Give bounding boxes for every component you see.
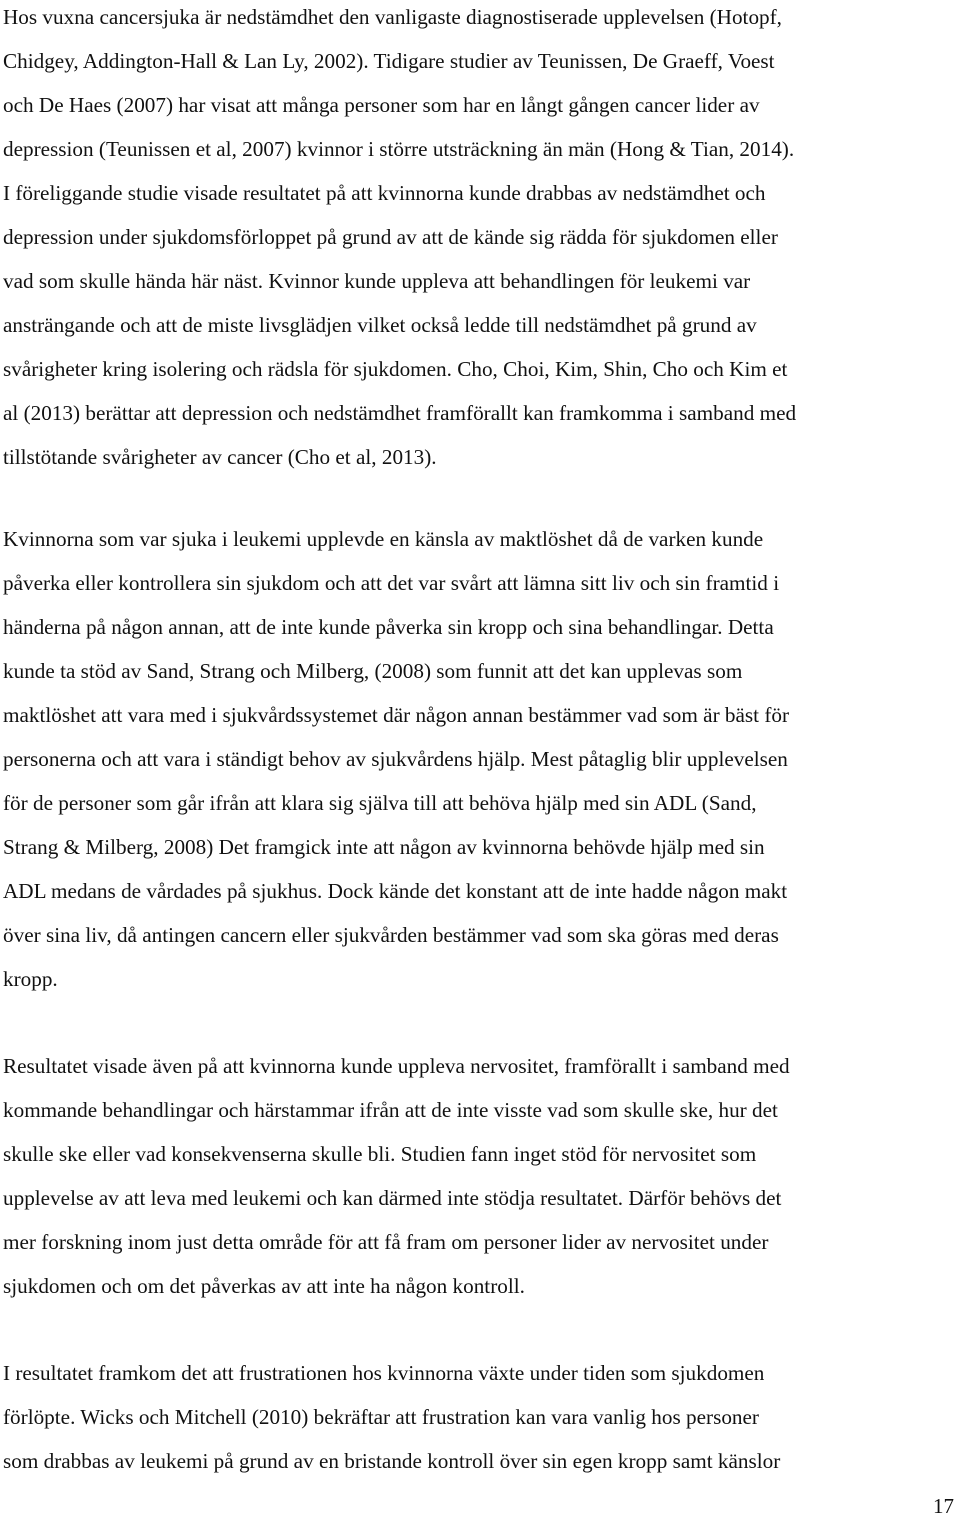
text-line: al (2013) berättar att depression och nedstämdhet framförallt kan framkomma i samband med bbox=[3, 401, 797, 425]
text-line: I föreliggande studie visade resultatet på att kvinnorna kunde drabbas av nedstämdhet och bbox=[3, 181, 766, 205]
text-line: Resultatet visade även på att kvinnorna kunde uppleva nervositet, framförallt i samband med bbox=[3, 1054, 790, 1078]
paragraph-frustration bbox=[3, 1351, 960, 1483]
text-line: och De Haes (2007) har visat att många personer som har en långt gången cancer lider av bbox=[3, 93, 760, 117]
text-line: Strang & Milberg, 2008) Det framgick inte att någon av kvinnorna behövde hjälp med sin bbox=[3, 835, 765, 859]
text-line: ansträngande och att de miste livsglädjen vilket också ledde till nedstämdhet på grund av bbox=[3, 313, 757, 337]
text-line: ADL medans de vårdades på sjukhus. Dock kände det konstant att de inte hadde någon makt bbox=[3, 879, 788, 903]
text-line: upplevelse av att leva med leukemi och kan därmed inte stödja resultatet. Därför behövs det bbox=[3, 1186, 782, 1210]
text-line: kommande behandlingar och härstammar ifrån att de inte visste vad som skulle ske, hur det bbox=[3, 1098, 778, 1122]
text-line: händerna på någon annan, att de inte kunde påverka sin kropp och sina behandlingar. Detta bbox=[3, 615, 774, 639]
page-number: 17 bbox=[933, 1494, 954, 1518]
paragraph-nervousness bbox=[3, 1044, 960, 1308]
text-line: I resultatet framkom det att frustrationen hos kvinnorna växte under tiden som sjukdomen bbox=[3, 1361, 765, 1385]
text-line: depression under sjukdomsförloppet på grund av att de kände sig rädda för sjukdomen eller bbox=[3, 225, 778, 249]
paragraph-depression bbox=[3, 0, 960, 479]
text-line: förlöpte. Wicks och Mitchell (2010) bekräftar att frustration kan vara vanlig hos personer bbox=[3, 1405, 759, 1429]
text-line: personerna och att vara i ständigt behov av sjukvårdens hjälp. Mest påtaglig blir upplevelsen bbox=[3, 747, 788, 771]
text-line: Hos vuxna cancersjuka är nedstämdhet den vanligaste diagnostiserade upplevelsen (Hotopf, bbox=[3, 5, 782, 29]
text-line: sjukdomen och om det påverkas av att inte ha någon kontroll. bbox=[3, 1274, 525, 1298]
text-line: Kvinnorna som var sjuka i leukemi upplevde en känsla av maktlöshet då de varken kunde bbox=[3, 527, 764, 551]
text-line: för de personer som går ifrån att klara sig själva till att behöva hjälp med sin ADL (Sand, bbox=[3, 791, 757, 815]
text-line: över sina liv, då antingen cancern eller sjukvården bestämmer vad som ska göras med deras bbox=[3, 923, 779, 947]
text-line: påverka eller kontrollera sin sjukdom och att det var svårt att lämna sitt liv och sin framtid i bbox=[3, 571, 780, 595]
text-line: Chidgey, Addington-Hall & Lan Ly, 2002). Tidigare studier av Teunissen, De Graeff, Voest bbox=[3, 49, 775, 73]
text-line: mer forskning inom just detta område för att få fram om personer lider av nervositet under bbox=[3, 1230, 769, 1254]
text-line: depression (Teunissen et al, 2007) kvinnor i större utsträckning än män (Hong & Tian, 2014). bbox=[3, 137, 795, 161]
paragraph-powerlessness bbox=[3, 517, 960, 1001]
text-line: vad som skulle hända här näst. Kvinnor kunde uppleva att behandlingen för leukemi var bbox=[3, 269, 751, 293]
text-line: som drabbas av leukemi på grund av en bristande kontroll över sin egen kropp samt känslor bbox=[3, 1449, 781, 1473]
text-line: maktlöshet att vara med i sjukvårdssystemet där någon annan bestämmer vad som är bäst för bbox=[3, 703, 790, 727]
text-line: skulle ske eller vad konsekvenserna skulle bli. Studien fann inget stöd för nervositet som bbox=[3, 1142, 757, 1166]
text-line: tillstötande svårigheter av cancer (Cho et al, 2013). bbox=[3, 445, 437, 469]
text-line: kropp. bbox=[3, 967, 58, 991]
text-line: kunde ta stöd av Sand, Strang och Milberg, (2008) som funnit att det kan upplevas som bbox=[3, 659, 743, 683]
text-line: svårigheter kring isolering och rädsla för sjukdomen. Cho, Choi, Kim, Shin, Cho och Kim et bbox=[3, 357, 788, 381]
